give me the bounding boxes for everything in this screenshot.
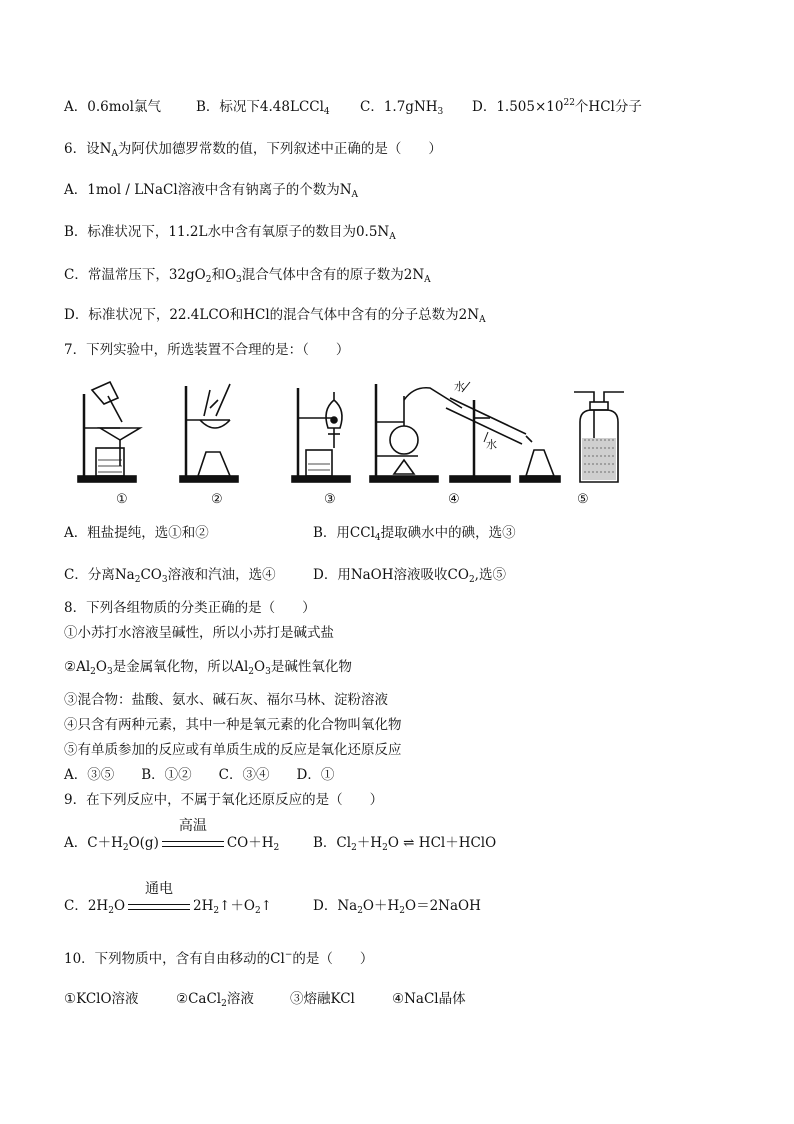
q6-option-c: C．常温常压下，$32gO_2$和$O_3$混合气体中含有的原子数为$2N_A$ [64, 267, 431, 285]
q8-statement-4: ④只含有两种元素，其中一种是氧元素的化合物叫氧化物 [64, 717, 402, 733]
q10-option-3: ③熔融KCl [290, 991, 355, 1007]
figure-label-4: ④ [448, 492, 460, 507]
water-in-label: 水 [486, 438, 497, 451]
q7-option-b: B．用CCl$_4$提取碘水中的碘，选③ [313, 525, 516, 543]
q10-option-2: ②CaCl$_2$溶液 [176, 991, 254, 1009]
q8-statement-3: ③混合物：盐酸、氨水、碱石灰、福尔马林、淀粉溶液 [64, 692, 388, 708]
figure-label-3: ③ [324, 492, 336, 507]
condition-high-temp: 高温 [178, 818, 207, 834]
q10-stem: 10．下列物质中，含有自由移动的Cl−的是（ ） [64, 950, 374, 967]
q5-option-d: D．$1.505\times 10^{22}$个HCl分子 [472, 98, 642, 115]
figure-label-1: ① [116, 492, 128, 507]
q8-statement-2: $②Al_2O_3$是金属氧化物，所以$Al_2O_3$是碱性氧化物 [64, 659, 352, 677]
q9-option-a: A．$C+H_2O(g)$ 高温 $CO+H_2$ [64, 818, 280, 853]
apparatus-5-gas-washing-bottle [574, 392, 624, 482]
q8-statement-1: ①小苏打水溶液呈碱性，所以小苏打是碱式盐 [64, 625, 334, 641]
apparatus-1-filtration [78, 382, 140, 482]
apparatus-4-distillation [370, 382, 560, 482]
q8-statement-5: ⑤有单质参加的反应或有单质生成的反应是氧化还原反应 [64, 742, 402, 758]
q7-stem: 7．下列实验中，所选装置不合理的是：（ ） [64, 342, 350, 358]
q6-option-a: A．1mol / LNaCl溶液中含有钠离子的个数为$N_A$ [64, 182, 359, 200]
q6-stem: 6．设$N_A$为阿伏加德罗常数的值，下列叙述中正确的是（ ） [64, 141, 442, 159]
figure-label-2: ② [211, 492, 223, 507]
apparatus-figure [70, 378, 630, 490]
q7-option-a: A．粗盐提纯，选①和② [64, 525, 209, 541]
q9-option-c: C．$2H_2O$ 通电 $2H_2↑+O_2↑$ [64, 881, 273, 916]
apparatus-3-separatory-funnel [292, 388, 350, 482]
q8-options: A．③⑤ B．①② C．③④ D．① [64, 767, 335, 783]
q6-option-d: D．标准状况下，22.4LCO和HCl的混合气体中含有的分子总数为$2N_A$ [64, 307, 486, 325]
figure-label-5: ⑤ [577, 492, 589, 507]
q9-option-b: B．$Cl_2+H_2O$ ⇌ HCl＋HClO [313, 835, 497, 853]
q6-option-b: B．标准状况下，11.2L水中含有氧原子的数目为$0.5N_A$ [64, 224, 396, 242]
condition-electrolysis: 通电 [145, 881, 174, 897]
q8-stem: 8．下列各组物质的分类正确的是（ ） [64, 600, 316, 616]
q5-option-c: C．1.7gNH$_3$ [360, 99, 444, 117]
q7-option-c: C．分离$Na_2CO_3$溶液和汽油，选④ [64, 567, 276, 585]
water-out-label: 水 [454, 380, 465, 393]
q10-option-1: ①KClO溶液 [64, 991, 139, 1007]
q9-option-d: D．$Na_2O+H_2O=2NaOH$ [313, 898, 481, 916]
q7-option-d: D．用NaOH溶液吸收$CO_2$,选⑤ [313, 567, 506, 585]
apparatus-2-evaporation [180, 384, 238, 482]
q5-option-b: B．标况下4.48LCCl$_4$ [196, 99, 330, 117]
q9-stem: 9．在下列反应中，不属于氧化还原反应的是（ ） [64, 792, 384, 808]
q10-option-4: ④NaCl晶体 [392, 991, 466, 1007]
q5-option-a: A．0.6mol氯气 [64, 99, 161, 115]
